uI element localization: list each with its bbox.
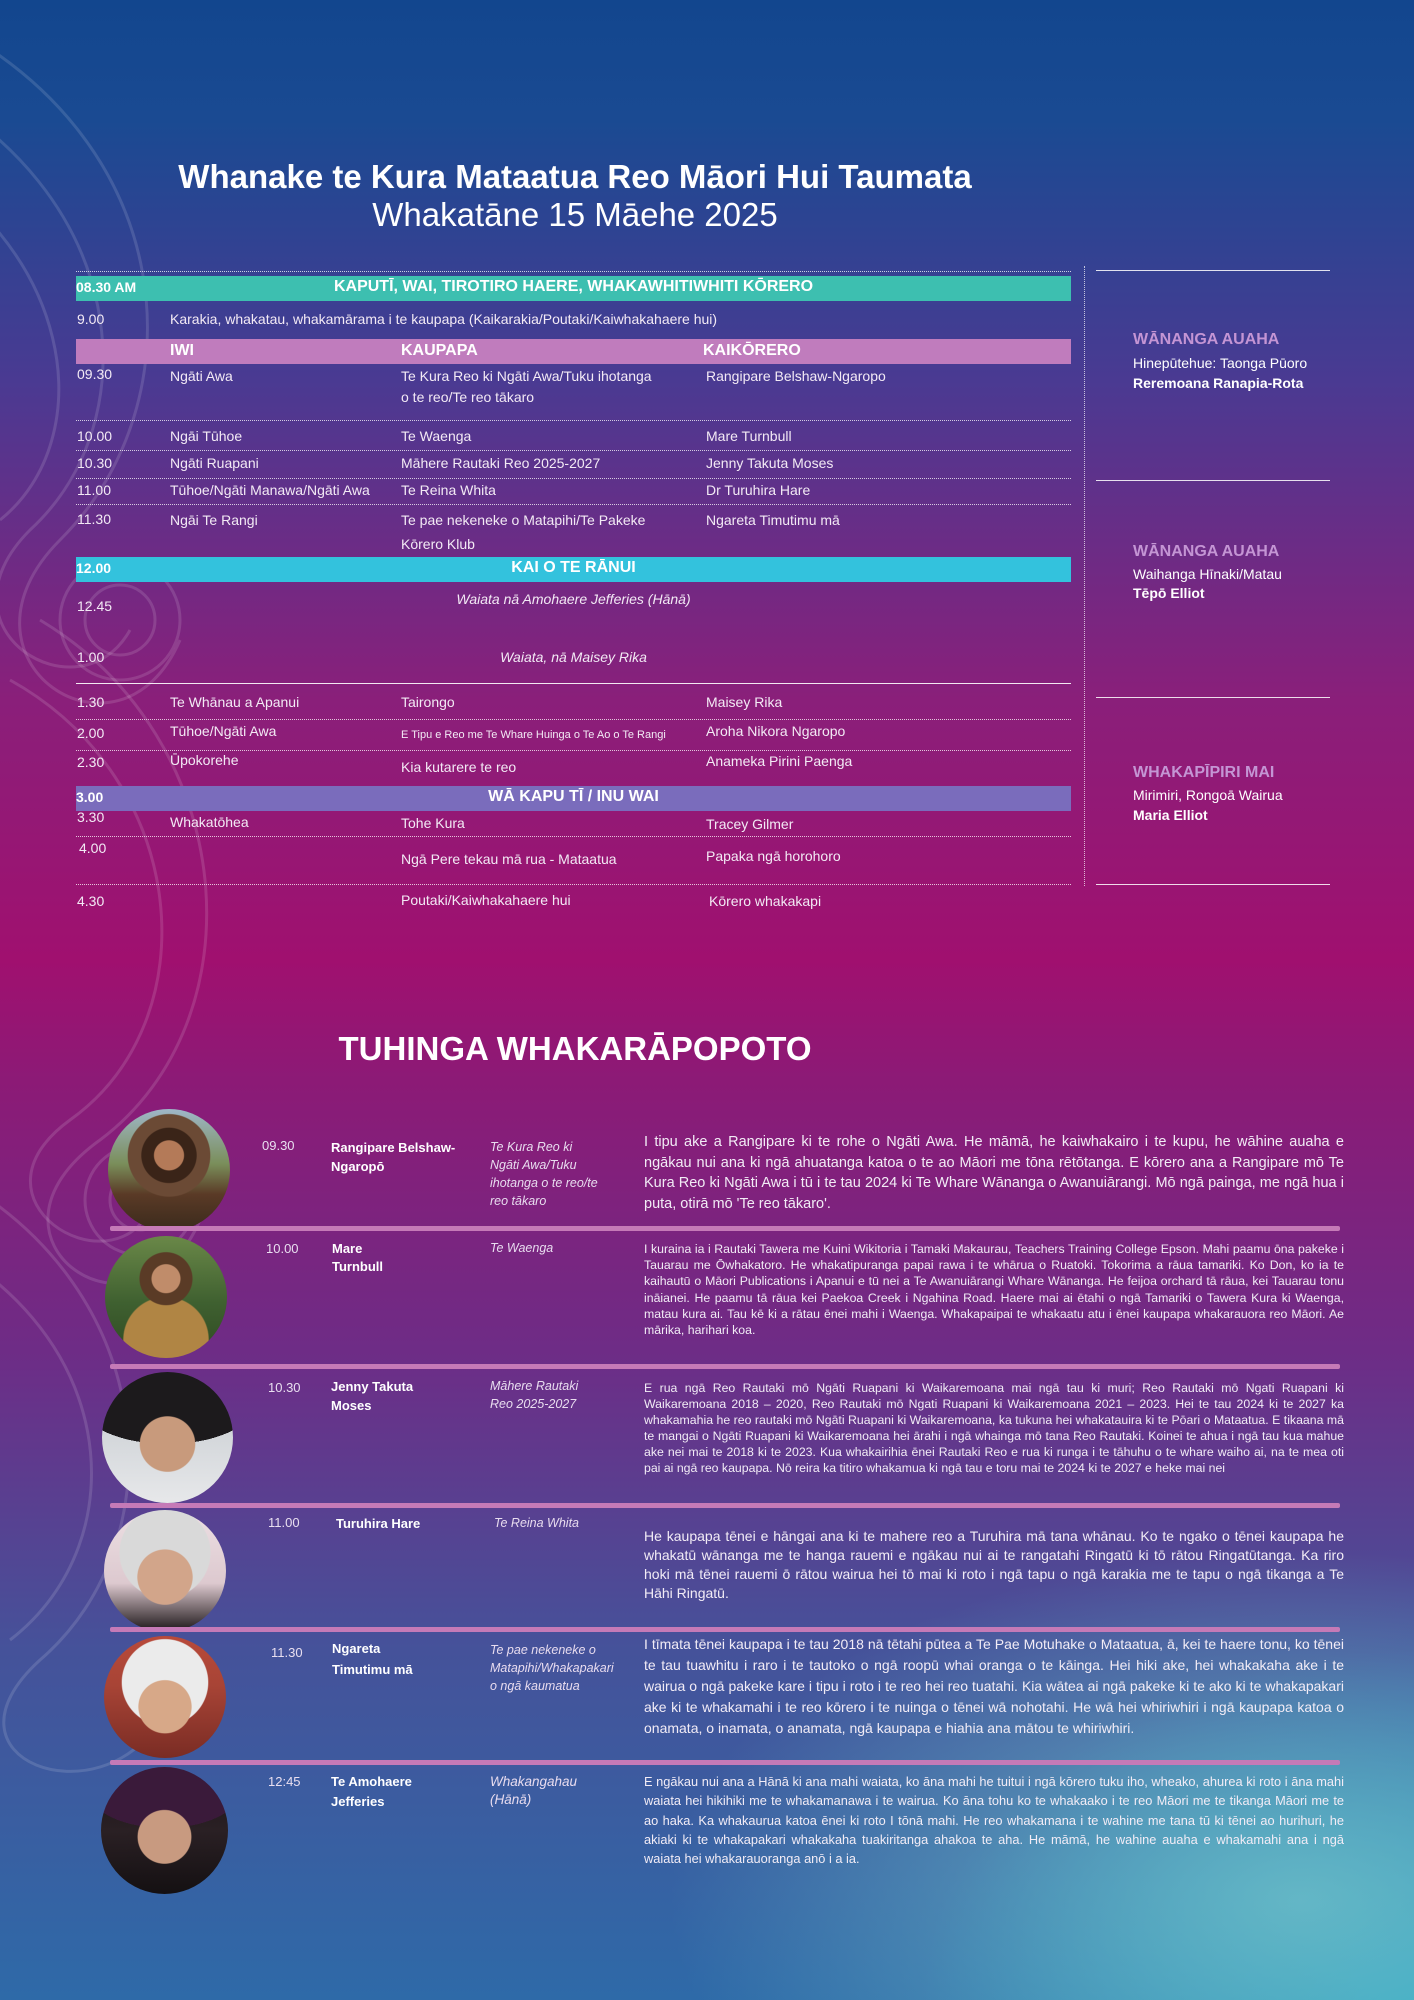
row-time: 09.30	[77, 366, 113, 382]
row-iwi: Tūhoe/Ngāti Awa	[170, 723, 277, 739]
divider	[76, 478, 1071, 479]
row-iwi: Ūpokorehe	[170, 752, 239, 768]
speaker-time: 10.30	[268, 1380, 301, 1395]
speaker-description: E ngākau nui ana a Hānā ki ana mahi waiata, ko āna mahi he tuitui i ngā kōrero tuku iho, wheako, ahurea ki roto i āna mahi waiata hei hikihiki me te whakamanawa i te wairua. Ko āna tohu ko te whakaako i te reo Māori me te tikanga Māori me te ao haka. Ka whakaurua katoa ēnei ki roto I tōnā mahi. He reo whakamana i te wahine me tana tū ki tēnei ao hurihuri, he akiaki ki te whakapakari whakakaha tuakiritanga ahakoa te aha. He māmā, he wahine auaha e whakamahi ana i ngā waiata hei whakarauoranga anō i a ia.	[644, 1774, 1344, 1867]
section-separator	[110, 1627, 1340, 1632]
row-text: Waiata, nā Maisey Rika	[500, 649, 647, 665]
row-time: 11.30	[77, 511, 111, 527]
row-kaikorero: Mare Turnbull	[706, 428, 792, 444]
speaker-name: Jenny Takuta	[331, 1379, 414, 1394]
row-kaikorero: Papaka ngā horohoro	[706, 848, 841, 864]
side-label-value: Taonga Pūoro	[1219, 355, 1308, 371]
side-divider	[1096, 697, 1330, 698]
side-heading: WĀNANGA AUAHA	[1133, 331, 1280, 348]
side-label-text: Hinepūtehue:	[1133, 355, 1220, 371]
header-kaikorero: KAIKŌRERO	[703, 342, 801, 359]
speaker-time: 11.30	[271, 1645, 303, 1660]
row-text: Waiata nā Amohaere Jefferies (Hānā)	[456, 591, 691, 607]
speaker-topic: Te Kura Reo ki Ngāti Awa/Tuku ihotanga o te reo/te reo tākaro	[490, 1140, 598, 1208]
row-kaupapa: Māhere Rautaki Reo 2025-2027	[401, 455, 601, 471]
row-kaupapa: Kia kutarere te reo	[401, 759, 517, 775]
page-title: Whanake te Kura Mataatua Reo Māori Hui Taumata	[178, 158, 972, 195]
speaker-description: I tīmata tēnei kaupapa i te tau 2018 nā tētahi pūtea a Te Pae Motuhake o Mataatua, ā, kei te haere tonu, ko tēnei te tau tuawhitu i raro i te tautoko o ngā roopū whai oranga o te kāinga. Hei hiki ake, hei whakakaha ake i te wairua o ngā pakeke kare i tipu i roto i te reo hei reo tuatahi. Kia wātea ai ngā pakeke ki te ako ki te whakapakari ake ki te whakamahi i te reo kōrero i te nuinga o tēnei wā nohotahi. He wā hei whiriwhiri i ngā kaupapa katoa o onamata, o inamata, o anamata, ngā kaupapa e hiahia ana mātou te whiriwhiri.	[644, 1636, 1344, 1736]
row-iwi: Ngāi Tūhoe	[170, 428, 243, 444]
speaker-name-line2: Turnbull	[332, 1259, 384, 1274]
side-name: Reremoana Ranapia-Rota	[1133, 375, 1304, 391]
row-kaupapa: Te pae nekeneke o Matapihi/Te Pakeke	[401, 512, 646, 528]
row-kaikorero: Anameka Pirini Paenga	[706, 753, 853, 769]
side-heading: WHAKAPĪPIRI MAI	[1133, 764, 1275, 781]
speaker-time: 09.30	[262, 1138, 295, 1153]
row-kaupapa: Te Reina Whita	[401, 482, 496, 498]
speaker-name-line2: Jefferies	[331, 1794, 385, 1809]
side-label: Mirimiri, Rongoā Wairua	[1133, 787, 1283, 803]
avatar	[104, 1636, 226, 1758]
avatar	[105, 1236, 227, 1358]
row-time: 1.00	[77, 649, 105, 665]
row-iwi: Ngāti Awa	[170, 368, 233, 384]
avatar	[101, 1767, 228, 1894]
divider	[76, 420, 1071, 421]
speaker-name: Turuhira Hare	[336, 1516, 421, 1531]
band-time: 3.00	[76, 789, 104, 805]
row-time: 11.00	[77, 482, 111, 498]
speaker-name-line2: Timutimu mā	[332, 1662, 413, 1677]
header-kaupapa: KAUPAPA	[401, 342, 478, 359]
row-iwi: Ngāti Ruapani	[170, 455, 259, 471]
row-kaupapa: E Tipu e Reo me Te Whare Huinga o Te Ao o Te Rangi	[401, 729, 666, 741]
speaker-topic: Māhere Rautaki Reo 2025-2027	[490, 1379, 579, 1411]
row-time: 12.45	[77, 598, 113, 614]
divider	[76, 450, 1071, 451]
side-label	[1133, 353, 1307, 373]
page-subtitle: Whakatāne 15 Māehe 2025	[372, 196, 778, 233]
speaker-time: 10.00	[266, 1241, 299, 1256]
band-title: WĀ KAPU TĪ / INU WAI	[488, 788, 659, 805]
row-kaupapa: Poutaki/Kaiwhakahaere hui	[401, 892, 571, 908]
speaker-name: Te Amohaere	[331, 1774, 412, 1789]
speaker-name: Rangipare Belshaw-	[331, 1140, 456, 1155]
section-separator	[110, 1226, 1340, 1231]
row-iwi: Te Whānau a Apanui	[170, 694, 300, 710]
speaker-description: I tipu ake a Rangipare ki te rohe o Ngāti Awa. He māmā, he kaiwhakairo i te kupu, he wāhine auaha e ngākau nui ana ki ngā ahuatanga katoa o te ao Māori me tōna rētōtanga. E kōrero ana a Rangipare mō Te Kura Reo ki Ngāti Awa i tū i te tau 2024 ki Te Whare Wānanga o Awanuiārangi. Mō ngā painga, me ngā hua i puta, otirā mō 'Te reo tākaro'.	[644, 1134, 1344, 1212]
avatar	[104, 1510, 226, 1632]
divider	[76, 271, 1071, 272]
band-title: KAI O TE RĀNUI	[511, 559, 636, 576]
avatar	[108, 1109, 230, 1231]
row-time: 10.00	[77, 428, 113, 444]
band-time: 12.00	[76, 560, 112, 576]
row-time: 2.00	[77, 725, 105, 741]
band-tea-break	[76, 786, 1071, 811]
side-divider	[1096, 884, 1330, 885]
band-morning-tea	[76, 276, 1071, 301]
row-kaikorero: Tracey Gilmer	[706, 816, 794, 832]
row-text: Karakia, whakatau, whakamārama i te kaupapa (Kaikarakia/Poutaki/Kaiwhakahaere hui)	[170, 311, 718, 327]
divider	[76, 683, 1071, 684]
speaker-time: 12:45	[268, 1774, 301, 1789]
divider	[76, 504, 1071, 505]
speaker-topic: Te Reina Whita	[494, 1516, 579, 1530]
band-title: KAPUTĪ, WAI, TIROTIRO HAERE, WHAKAWHITIWHITI KŌRERO	[333, 278, 814, 295]
row-kaikorero: Maisey Rika	[706, 694, 783, 710]
speaker-topic: Whakangahau (Hānā)	[490, 1774, 578, 1807]
row-kaupapa: Tairongo	[401, 694, 455, 710]
side-divider	[1096, 270, 1330, 271]
row-kaupapa: Te Waenga	[401, 428, 472, 444]
speaker-name-line2: Moses	[331, 1398, 372, 1413]
row-kaupapa-line2: o te reo/Te reo tākaro	[401, 389, 535, 405]
divider	[76, 836, 1071, 837]
speaker-description: He kaupapa tēnei e hāngai ana ki te mahere reo a Turuhira mā tana whānau. Ko te ngako o tēnei kaupapa he whakatū wānanga me te hanga rauemi e ngākau nui ai te rangatahi Ringatū ki tō rātou Ringatūtanga. Ka riro hoki mā tēnei rauemi ō rātou wairua hei tō mai ki roto i ngā tapu o ngā karakia me te tapu o ngā tikanga a Te Hāhi Ringatū.	[644, 1528, 1344, 1601]
section-separator	[110, 1760, 1340, 1765]
row-time: 1.30	[77, 694, 105, 710]
speaker-topic: Te pae nekeneke o Matapihi/Whakapakari o ngā kaumatua	[490, 1643, 614, 1693]
speaker-name: Ngareta	[332, 1641, 381, 1656]
row-kaikorero: Ngareta Timutimu mā	[706, 512, 840, 528]
row-kaupapa-line2: Kōrero Klub	[401, 536, 475, 552]
band-lunch	[76, 557, 1071, 582]
side-heading: WĀNANGA AUAHA	[1133, 543, 1280, 560]
speaker-time: 11.00	[268, 1515, 300, 1530]
row-time: 3.30	[77, 809, 105, 825]
row-iwi: Tūhoe/Ngāti Manawa/Ngāti Awa	[170, 482, 370, 498]
row-time: 10.30	[77, 455, 113, 471]
divider	[76, 719, 1071, 720]
side-divider	[1096, 480, 1330, 481]
row-kaupapa: Ngā Pere tekau mā rua - Mataatua	[401, 851, 617, 867]
row-kaikorero: Dr Turuhira Hare	[706, 482, 811, 498]
row-kaikorero: Kōrero whakakapi	[709, 893, 822, 909]
row-iwi: Ngāi Te Rangi	[170, 512, 258, 528]
section-separator	[110, 1503, 1340, 1508]
row-kaupapa: Te Kura Reo ki Ngāti Awa/Tuku ihotanga	[401, 368, 652, 384]
header-iwi: IWI	[170, 342, 194, 359]
row-kaikorero: Jenny Takuta Moses	[706, 455, 834, 471]
side-name: Maria Elliot	[1133, 807, 1208, 823]
row-kaikorero: Aroha Nikora Ngaropo	[706, 723, 846, 739]
row-time: 4.00	[79, 840, 107, 856]
row-kaupapa: Tohe Kura	[401, 815, 465, 831]
band-time: 08.30 AM	[76, 279, 137, 295]
row-time: 4.30	[77, 893, 105, 909]
speaker-topic: Te Waenga	[490, 1241, 554, 1255]
table-header	[76, 339, 1071, 364]
speaker-description: I kuraina ia i Rautaki Tawera me Kuini Wikitoria i Tamaki Makaurau, Teachers Training College Epson. Mahi paamu ōna pakeke i Tauarau me Ōwhakatoro. He whakatipuranga papai rawa i te whārua o Ruatoki. Tokorima a rāua tamariki. Ko Don, ko ia te kaihautū o Māori Publications i Apanui e tū nei a Te Awanuiārangi Whare Wānanga. He feijoa orchard tā rāua, kei Tauarau tonu ināianei. He paamu tā rāua kei Paekoa Creek i Ngahina Road. Haere mai ai ētahi o ngā Tamariki o Tawera Kura ki Waenga, matau kura ai. Tau kē ki a rātau ēnei mahi i Waenga. Whakapaipai te whakaatu atu i ēnei kaupapa whakarauora reo Māori. Ae mārika, harihari koa.	[644, 1242, 1344, 1338]
row-time: 2.30	[77, 754, 105, 770]
side-label: Waihanga Hīnaki/Matau	[1133, 566, 1282, 582]
summary-title: TUHINGA WHAKARĀPOPOTO	[338, 1030, 812, 1067]
speaker-name: Mare	[332, 1241, 363, 1256]
row-kaikorero: Rangipare Belshaw-Ngaropo	[706, 368, 886, 384]
side-name: Tēpō Elliot	[1133, 585, 1205, 601]
speaker-description: E rua ngā Reo Rautaki mō Ngāti Ruapani ki Waikaremoana mai ngā tau ki muri; Reo Rautaki mō Ngati Ruapani ki Waikaremoana 2018 – 2020, Reo Rautaki mō Ngati Ruapani ki Waikaremoana 2021 – 2023. Hei te tau 2024 ki te 2027 ka whakamahia he reo rautaki mō Ngāti Ruapani ki Waikaremoana, ka tukuna hei whakatauira ki te Pōari o Mataatua. E tikaana mā te mangai o Ngāti Ruapani ki Waikaremoana hei ārahi i ngā whainga mō tana Reo Rautaki. Koinei te ahua i ngā tau kua mahue ake nei mai te 2018 ki te 2023. Kua whakairihia ēnei Rautaki Reo e rua ki runga i te tāhuhu o te whare waiho ai, na te mea oti pai ai ngā reo kaupapa. Nō reira ka titiro whakamua ki ngā tau e toru mai te 2024 ki te 2027 e heke mai nei	[644, 1381, 1344, 1475]
row-iwi: Whakatōhea	[170, 814, 249, 830]
row-time: 9.00	[77, 311, 105, 327]
section-separator	[110, 1364, 1340, 1369]
speaker-name-line2: Ngaropō	[331, 1159, 385, 1174]
avatar	[102, 1372, 233, 1503]
column-divider	[1084, 266, 1085, 886]
divider	[76, 884, 1071, 885]
